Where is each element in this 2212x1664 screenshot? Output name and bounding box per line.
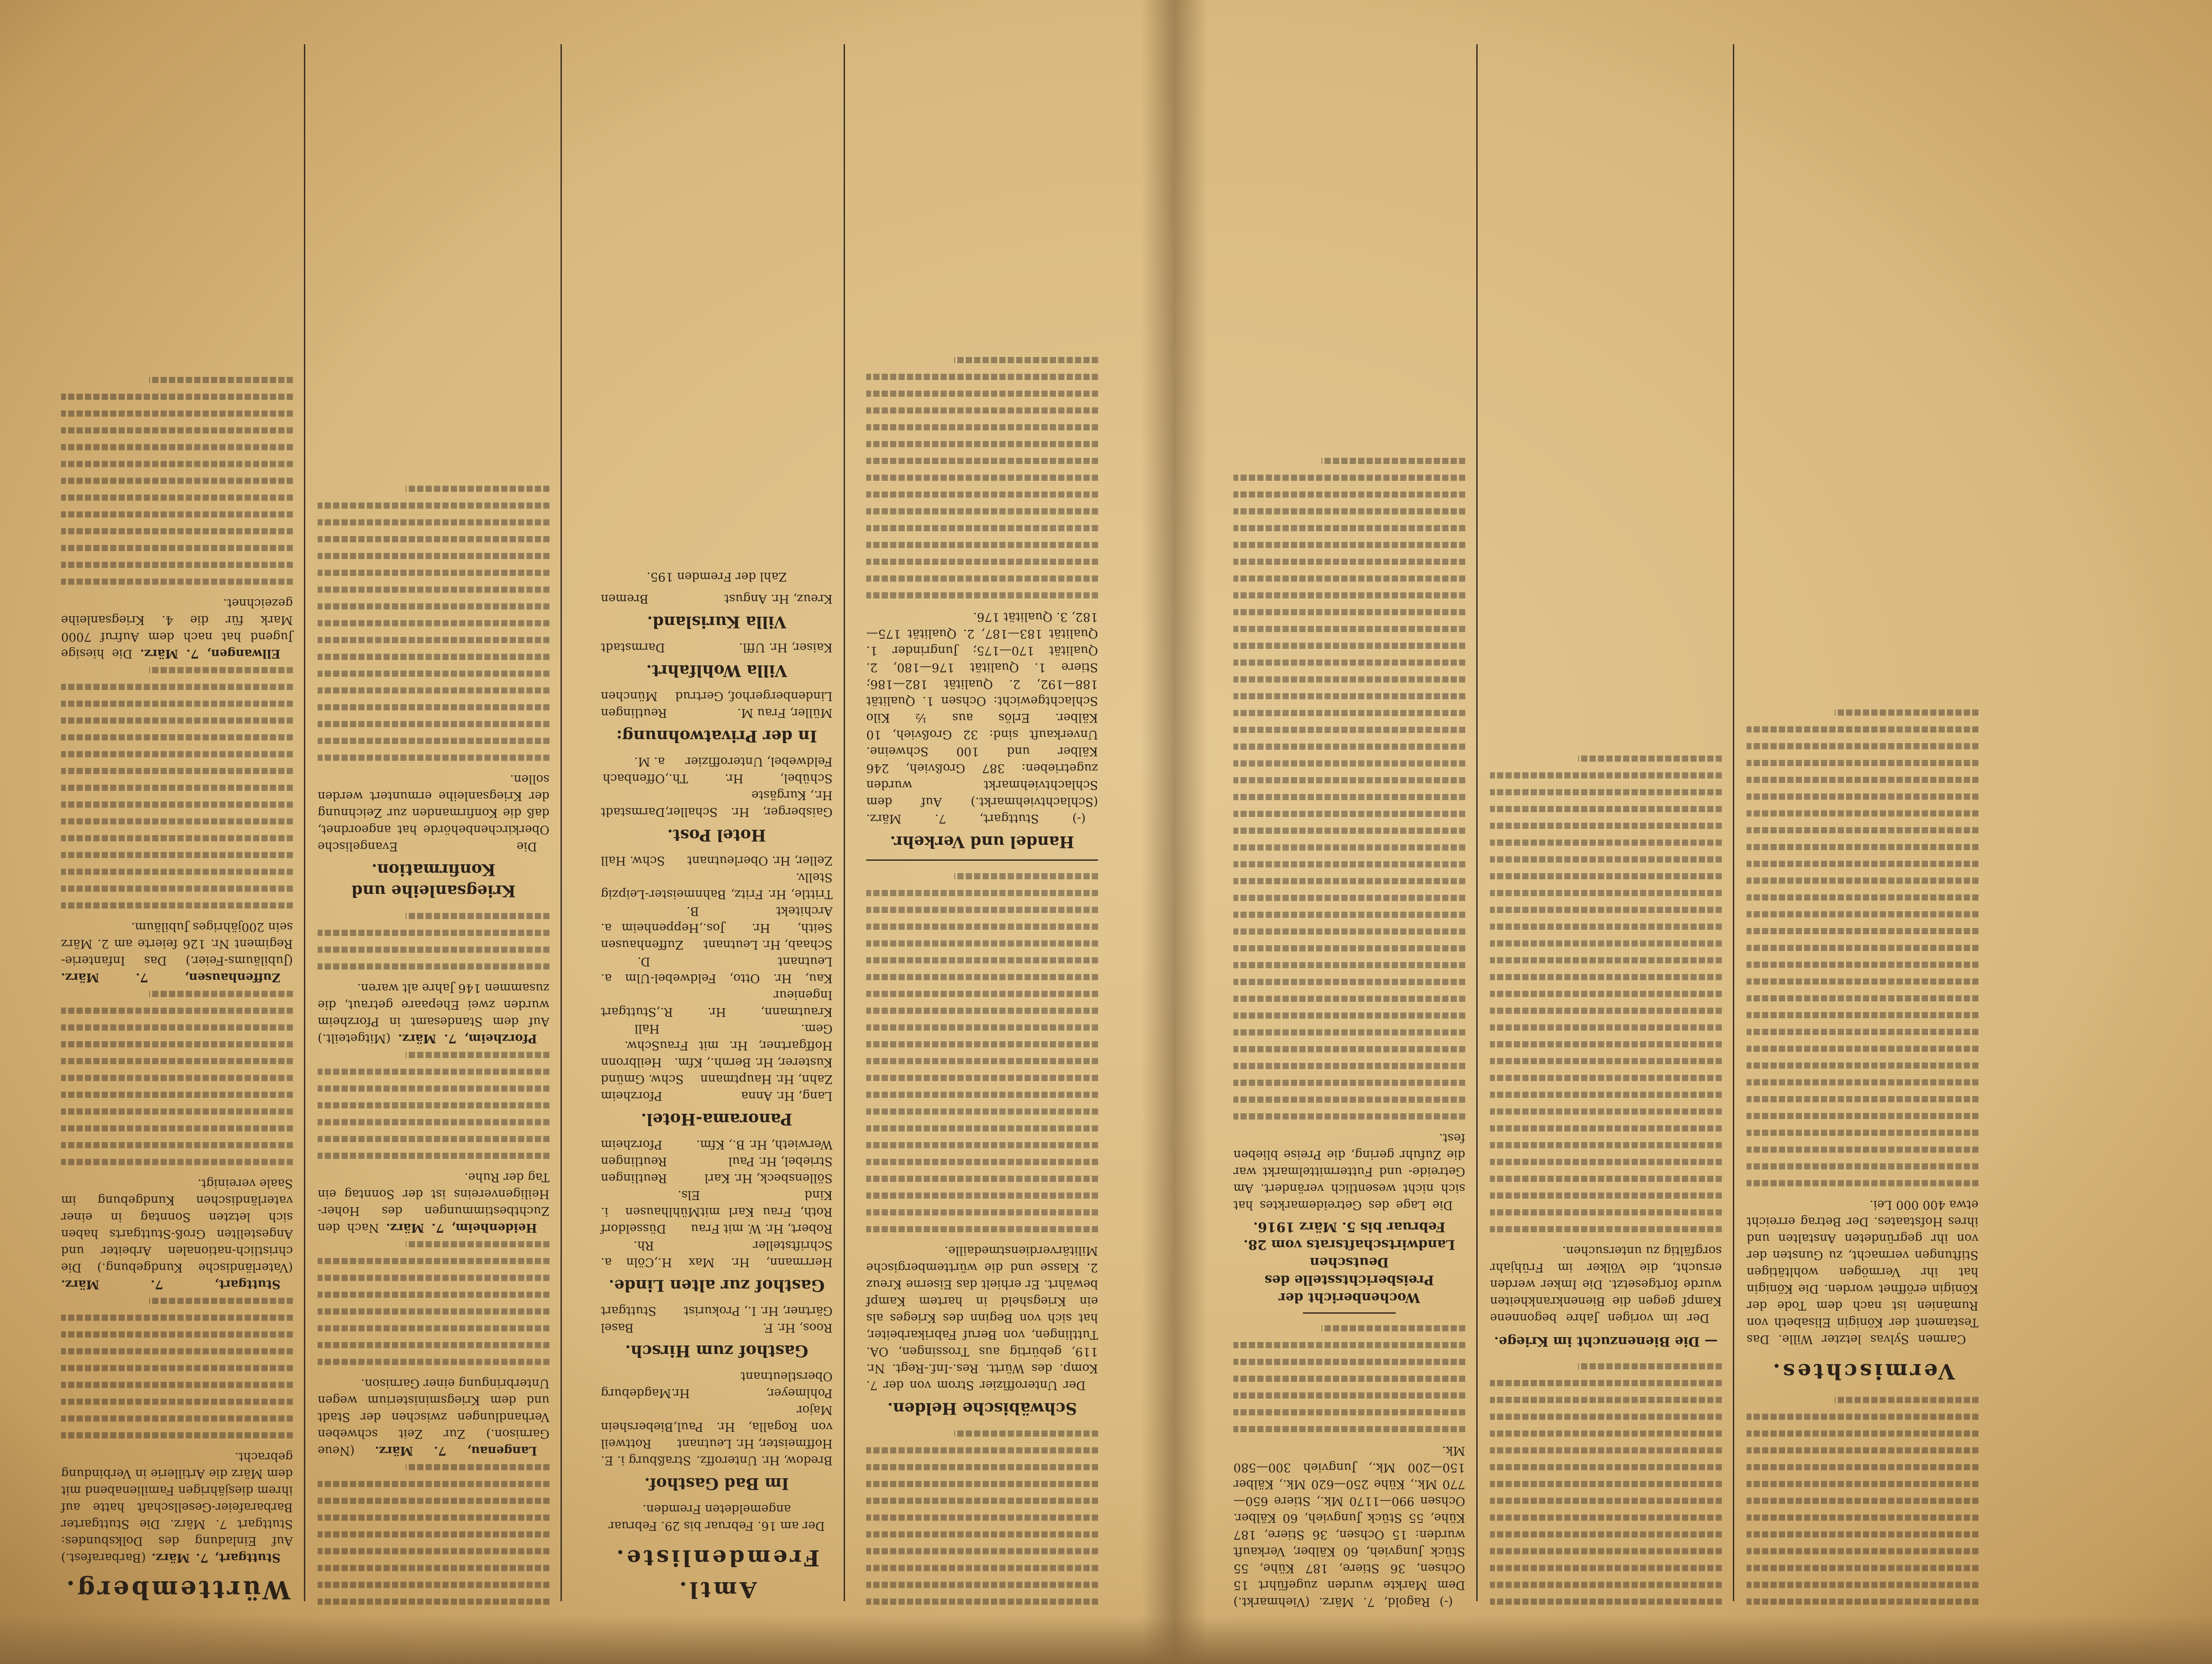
column-rule [844, 44, 845, 1601]
hotel-name: In der Privatwohnung: [616, 727, 817, 745]
news-item: (-) Stuttgart, 7. März. (Schlachtviehmarkt.) Auf dem Schlachtviehmarkt wurden zugetrieben: 387 Großvieh, 246 Kälber und 100 Schweine. Unverkauft sind: 32 Großvieh, 10 Kälber. Erlös aus ½ Kilo Schlachtgewicht: Ochsen 1. Qualität 188—192, 2. Qualität 182—186; Stiere 1. Qualität 176—180, 2. Qualität 170—175; Jungrinder 1. Qualität 183—187, 2. Qualität 175—182, 3. Qualität 176. [866, 610, 1098, 825]
news-item: Die Lage des Getreidemarktes hat sich nicht wesentlich verändert. Am Getreide- und Futtermittelmarkt war die Zufuhr gering, die Preise blieben fest. [1233, 1131, 1465, 1212]
guest-entry: Trittle, Hr. Fritz, Bahnmeister-Stellv. Leipzig [601, 870, 833, 901]
column-wuerttemberg [53, 35, 301, 1610]
guest-list [601, 1302, 833, 1336]
text-lines [866, 868, 1098, 1238]
text-lines [61, 1292, 293, 1444]
column-helden-handel [858, 35, 1106, 1610]
guest-entry: Söllensbeck, Hr. Karl Reutlingen [601, 1171, 833, 1185]
hotel-name: Villa Wohlfahrt. [646, 661, 787, 680]
guest-entry: Roth, Frau Karl mit Kind Mühlhausen i. Els. [601, 1188, 833, 1219]
text-lines [318, 1236, 549, 1370]
guest-entry: Zeller, Hr. Oberleutnant Schw. Hall [601, 854, 833, 867]
text-lines [1747, 704, 1978, 1192]
guest-entry: Seith, Hr. Jos., Architekt Heppenheim a. B. [601, 904, 833, 935]
text-lines [61, 985, 293, 1170]
guest-entry: Roos, Hr. F. Basel [601, 1321, 833, 1334]
section-heading-bienenzucht: — Die Bienenzucht im Kriege. [1494, 1334, 1718, 1349]
guest-entry: Kreuz, Hr. Angust Bremen [601, 592, 833, 606]
column-rule [561, 44, 562, 1601]
text-lines [61, 372, 293, 590]
guest-entry: Gaisberger, Hr. Schaller, Hr., Kurgäste Darmstadt [601, 788, 833, 819]
hotel-name: Hotel Post. [667, 826, 766, 844]
text-lines [1490, 750, 1722, 1238]
section-heading-kriegsanleihe: Kriegsanleihe und Konfirmation. [351, 860, 516, 900]
hotel-name: Villa Kurisland. [647, 613, 787, 631]
news-item: Stuttgart, 7. März. (Barbarafest.) Auf Einladung des Dolksbundes: Stuttgart 7. März. Die Stuttgarter Barbarafeier-Gesellschaft hatte auf ihrem diesjährigen Familienabend mit dem März die Artillerie in Verbindung gebracht. [61, 1450, 293, 1564]
section-heading-wuerttemberg: Württemberg. [63, 1575, 291, 1604]
news-item: Langenau, 7. März. (Neue Garnison.) Zur Zeit schweben Verhandlungen zwischen der Stadt und dem Kriegsministerium wegen Unterbringung einer Garnison. [318, 1376, 549, 1457]
news-item: Heidenheim, 7. März. Nach den Zuchtbestimmungen des Hoher-Heiligenvereins ist der Sonntag ein Tag der Ruhe. [318, 1170, 549, 1235]
guest-entry: Krautmann, Hr. R., Ingenieur Stuttgart [601, 988, 833, 1019]
text-lines [61, 662, 293, 914]
guest-entry: Striebel, Hr. Paul Reutlingen [601, 1154, 833, 1168]
section-rule [866, 859, 1098, 861]
section-heading-fremdenliste: Amtl. Fremdenliste. [614, 1545, 820, 1603]
column-rule [1733, 44, 1734, 1601]
column-market [1225, 35, 1473, 1610]
text-lines [1747, 1392, 1978, 1610]
guest-entry: Lang, Hr. Anna Pforzheim [601, 1089, 833, 1103]
section-heading-vermischtes: Vermischtes. [1770, 1359, 1955, 1384]
section-heading-helden: Schwäbische Helden. [887, 1399, 1077, 1418]
guest-list [601, 590, 833, 607]
guest-entry: Schübel, Hr. Th., Feldwebel, Unteroffizier Offenbach a. M. [603, 755, 833, 785]
text-lines [318, 908, 549, 975]
text-lines [1233, 452, 1465, 1125]
guest-entry: Kusterer, Hr. Bernh., Kfm. Heilbronn [601, 1055, 833, 1069]
news-item: Der Unteroffizier Strom von der 7. Komp. des Württ. Res.-Inf.-Regt. Nr. 119, gebürtig aus Trossingen, OA. Tuttlingen, von Beruf Fabrikarbeiter, hat sich von Beginn des Krieges als ein Kriegsheld in hartem Kampf bewährt. Er erhielt das Eiserne Kreuz 2. Klasse und die württembergische Militärverdienstmedaille. [866, 1244, 1098, 1392]
hotel-name: Panorama-Hotel. [641, 1110, 793, 1128]
guest-entry: Gärtner, Hr. I., Prokurist Stuttgart [601, 1304, 833, 1318]
text-lines [318, 480, 549, 766]
guest-entry: Zahn, Hr. Hauptmann Schw. Gmünd [601, 1072, 833, 1086]
guest-list [601, 639, 833, 656]
news-item: Carmen Sylvas letzter Wille. Das Testament der Königin Elisabeth von Rumänien ist nach dem Tode der Königin eröffnet worden. Die Königin hat ihr Vermögen wohltätigen Stiftungen vermacht, zu Gunsten der von ihr gegründeten Anstalten und ihres Hofstaates. Der Betrag erreicht etwa 400 000 Lei. [1747, 1198, 1978, 1346]
text-lines [866, 1425, 1098, 1610]
guest-list [601, 687, 833, 721]
guest-entry: Hoffgartner, Hr. mit Frau Gem. Schw. Hall [624, 1022, 833, 1052]
text-lines [866, 352, 1098, 604]
column-wuerttemberg-2 [310, 35, 557, 1610]
news-item: Stuttgart, 7. März. (Vaterländische Kundgebung.) Die christlich-nationalen Arbeiter und Angestellten Groß-Stuttgarts haben sich letzten Sonntag in einer vaterländischen Kundgebung im Saale vereinigt. [61, 1177, 293, 1291]
news-item: Die Evangelische Oberkirchenbehörde hat angeordnet, daß die Konfirmanden zur Zeichnung der Kriegsanleihe ermuntert werden sollen. [318, 772, 549, 853]
section-rule [1303, 1312, 1396, 1314]
guest-entry: Müller, Frau M. Reutlingen [601, 706, 833, 720]
left-page [27, 35, 1124, 1610]
column-fremdenliste [593, 35, 841, 1610]
hotel-name: Gasthof zur alten Linde. [608, 1276, 825, 1295]
guest-entry: Herrmann, Hr. Max H., Schriftsteller Cöln a. Rh. [601, 1238, 833, 1269]
text-lines [318, 1459, 549, 1610]
text-lines [1233, 1320, 1465, 1438]
guest-list [601, 852, 833, 1104]
fremdenliste-intro: Der am 16. Februar bis 29. Februar angemeldeten Fremden. [608, 1502, 825, 1533]
section-heading-handel: Handel und Verkehr. [890, 832, 1075, 851]
column-bienenzucht [1482, 35, 1730, 1610]
guest-entry: Hoffmeister, Hr. Leutnant Rottweil [601, 1437, 833, 1450]
hotel-name: Gasthof zum Hirsch. [625, 1342, 808, 1360]
text-lines [318, 1047, 549, 1164]
guest-entry: Pohlmeyer, Hr. Oberstleutnant Magdeburg [601, 1369, 833, 1400]
guest-entry: Kau, Hr. Otto, Feldwebel-Leutnant Ulm a. D. [601, 955, 833, 985]
guest-list [601, 1368, 833, 1468]
right-page [1208, 35, 2212, 1610]
section-heading-wochenbericht: Wochenbericht der Preisberichtsstelle des Deutschen Landwirtschaftsrats vom 28. Februar bis 5. März 1916. [1243, 1219, 1455, 1305]
hotel-name: Im Bad Gasthof. [644, 1474, 789, 1493]
guest-entry: Lindenbergerhof, Gertrud München [601, 689, 833, 703]
column-rule [1476, 44, 1478, 1601]
guest-entry: Schaab, Hr. Leutnant Zuffenhausen [601, 938, 833, 951]
guest-entry: Werwieth, Hr. B., Kfm. Pforzheim [601, 1138, 833, 1151]
page-bottom-edge [0, 1615, 2212, 1664]
guest-entry: Robert, Hr. W. mit Frau Düsseldorf [601, 1222, 833, 1235]
guest-entry: Kaiser, Hr. Uffl. Darmstadt [601, 640, 833, 654]
text-lines [1490, 1358, 1722, 1610]
column-rule [304, 44, 305, 1601]
column-vermischtes [1739, 35, 1986, 1610]
fremden-total: Zahl der Fremden 195. [646, 570, 787, 583]
news-item: (-) Ragold, 7. März. (Viehmarkt.) Dem Markte wurden zugeführt 15 Ochsen, 36 Stiere, 187 Kühe, 55 Stück Jungvieh, 60 Kälber, Verkauft wurden: 15 Ochsen, 36 Stiere, 187 Kühe, 55 Stück Jungvieh, 60 Kälber. Ochsen 990—1170 Mk., Stiere 650—770 Mk., Kühe 250—620 Mk., Kälber 150—200 Mk., Jungvieh 300—580 Mk. [1233, 1444, 1465, 1609]
news-item: Pforzheim, 7. März. (Mitgeteilt.) Auf dem Standesamt in Pforzheim wurden zwei Ehepaare getraut, die zusammen 146 Jahre alt waren. [318, 981, 549, 1045]
guest-entry: Bredow, Hr. Unteroffz. Straßburg i. E. [601, 1453, 833, 1467]
news-item: Der im vorigen Jahre begonnene Kampf gegen die Bienenkrankheiten wurde fortgesetzt. Die Imker werden ersucht, die Völker im Frühjahr sorgfältig zu untersuchen. [1490, 1244, 1722, 1325]
guest-entry: von Rogalla, Hr. Paul, Major Biebershein [601, 1403, 833, 1434]
news-item: Ellwangen, 7. März. Die hiesige Jugend hat nach dem Aufruf 7000 Mark für die 4. Kriegsanleihe gezeichnet. [61, 596, 293, 660]
news-item: Zuffenhausen, 7. März. (Jubiläums-Feier.) Das Infanterie-Regiment Nr. 126 feierte am 2. März sein 200jähriges Jubiläum. [61, 920, 293, 984]
book-gutter [1141, 0, 1208, 1664]
guest-list [601, 753, 833, 820]
guest-list [601, 1136, 833, 1270]
